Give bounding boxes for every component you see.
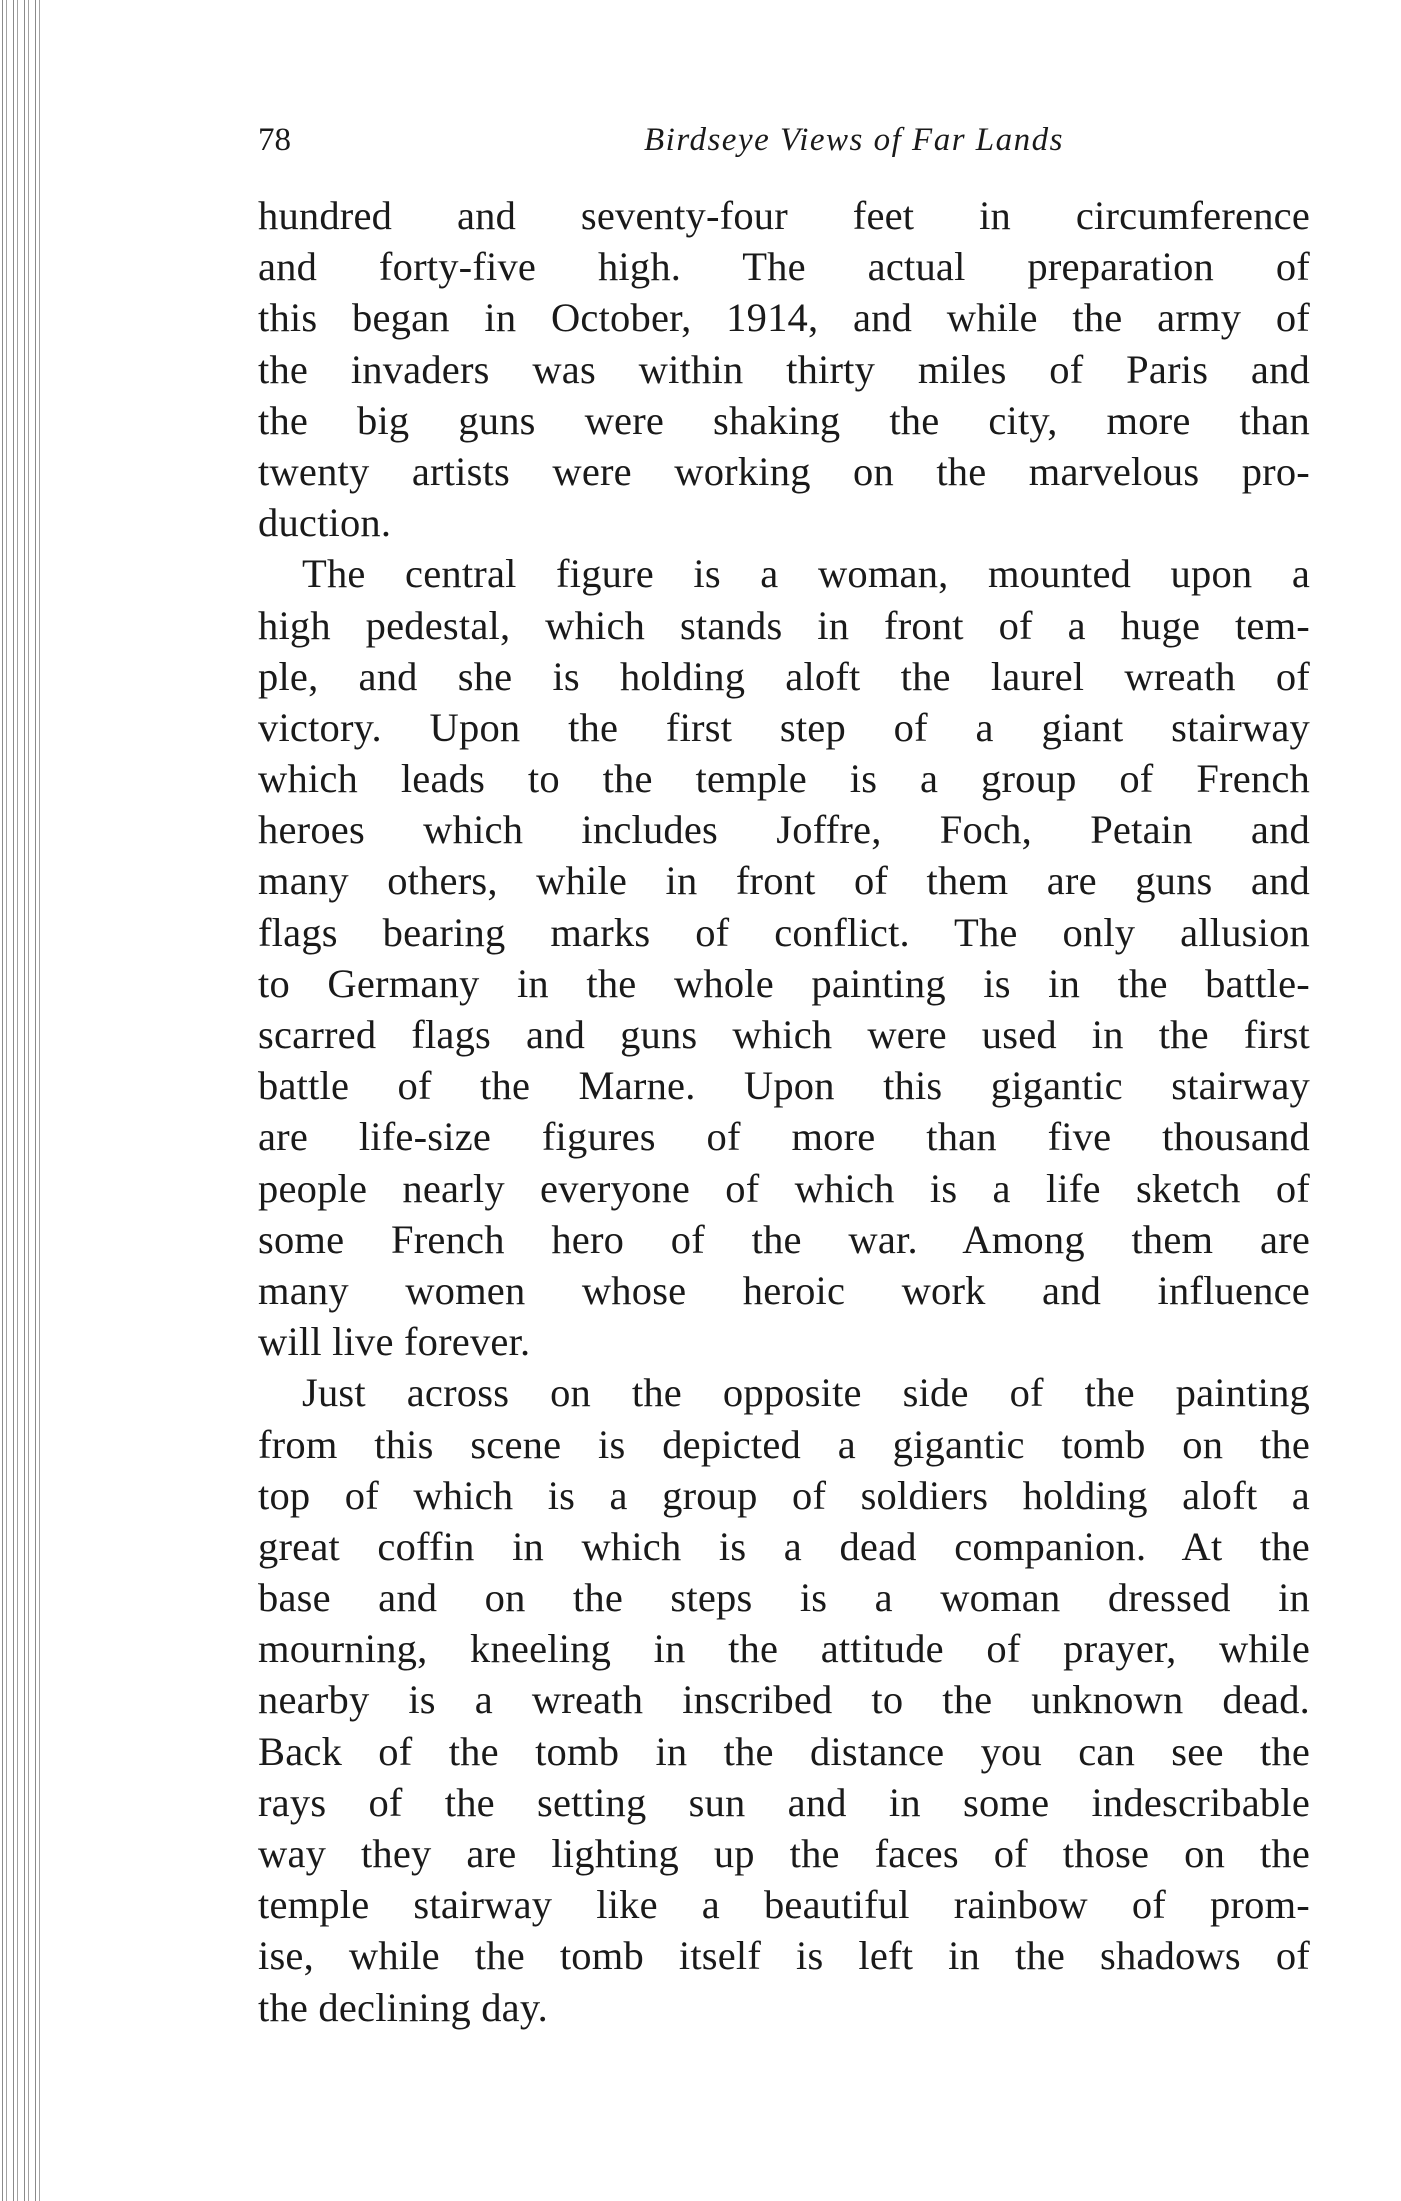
text-line: many women whose heroic work and influence <box>258 1267 1310 1313</box>
text-line: nearby is a wreath inscribed to the unknown dead. <box>258 1677 1310 1723</box>
text-line: scarred flags and guns which were used in the first <box>258 1012 1310 1057</box>
running-title: Birdseye Views of Far Lands <box>644 122 1064 158</box>
text-line: ple, and she is holding aloft the laurel wreath of <box>258 653 1310 699</box>
text-line: flags bearing marks of conflict. The only allusion <box>258 909 1310 955</box>
text-line: hundred and seventy-four feet in circumference <box>258 193 1310 238</box>
text-line: from this scene is depicted a gigantic tomb on the <box>258 1421 1310 1467</box>
text-line: The central figure is a woman, mounted upon a <box>302 551 1310 597</box>
text-line: are life-size figures of more than five thousand <box>258 1114 1310 1160</box>
text-line: great coffin in which is a dead companion. At the <box>258 1523 1310 1569</box>
text-line: rays of the setting sun and in some indescribable <box>258 1779 1310 1825</box>
text-line: people nearly everyone of which is a life sketch of <box>258 1165 1310 1211</box>
text-line: ise, while the tomb itself is left in the shadows of <box>258 1933 1310 1979</box>
text-line: many others, while in front of them are guns and <box>258 858 1310 904</box>
text-line: high pedestal, which stands in front of a huge tem- <box>258 602 1310 648</box>
text-line: top of which is a group of soldiers holding aloft a <box>258 1472 1310 1518</box>
paragraph-2 <box>258 548 1310 1367</box>
text-line: heroes which includes Joffre, Foch, Petain and <box>258 807 1310 853</box>
binding-edge <box>0 0 40 2201</box>
text-line: to Germany in the whole painting is in the battle- <box>258 960 1310 1006</box>
text-line: base and on the steps is a woman dressed in <box>258 1575 1310 1621</box>
text-line: some French hero of the war. Among them are <box>258 1216 1310 1262</box>
text-line: will live forever. <box>258 1319 531 1365</box>
text-line: mourning, kneeling in the attitude of prayer, while <box>258 1626 1310 1672</box>
text-line: which leads to the temple is a group of French <box>258 756 1310 802</box>
text-line: the invaders was within thirty miles of Paris and <box>258 346 1310 392</box>
paragraph-1 <box>258 190 1310 548</box>
body-text <box>258 190 1310 2033</box>
page-number: 78 <box>258 122 291 158</box>
text-line: and forty-five high. The actual preparation of <box>258 244 1310 290</box>
text-line: the big guns were shaking the city, more than <box>258 397 1310 443</box>
text-line: temple stairway like a beautiful rainbow of prom- <box>258 1882 1310 1928</box>
book-page <box>258 110 1310 2033</box>
text-line: Back of the tomb in the distance you can see the <box>258 1728 1310 1774</box>
text-line: victory. Upon the first step of a giant stairway <box>258 704 1310 750</box>
text-line: duction. <box>258 500 392 546</box>
paragraph-3 <box>258 1367 1310 2032</box>
text-line: way they are lighting up the faces of those on the <box>258 1831 1310 1876</box>
running-head <box>258 110 1310 170</box>
text-line: this began in October, 1914, and while the army of <box>258 295 1310 341</box>
text-line: twenty artists were working on the marvelous pro- <box>258 448 1310 494</box>
text-line: Just across on the opposite side of the painting <box>302 1370 1310 1416</box>
text-line: the declining day. <box>258 1984 549 2030</box>
text-line: battle of the Marne. Upon this gigantic stairway <box>258 1063 1310 1109</box>
